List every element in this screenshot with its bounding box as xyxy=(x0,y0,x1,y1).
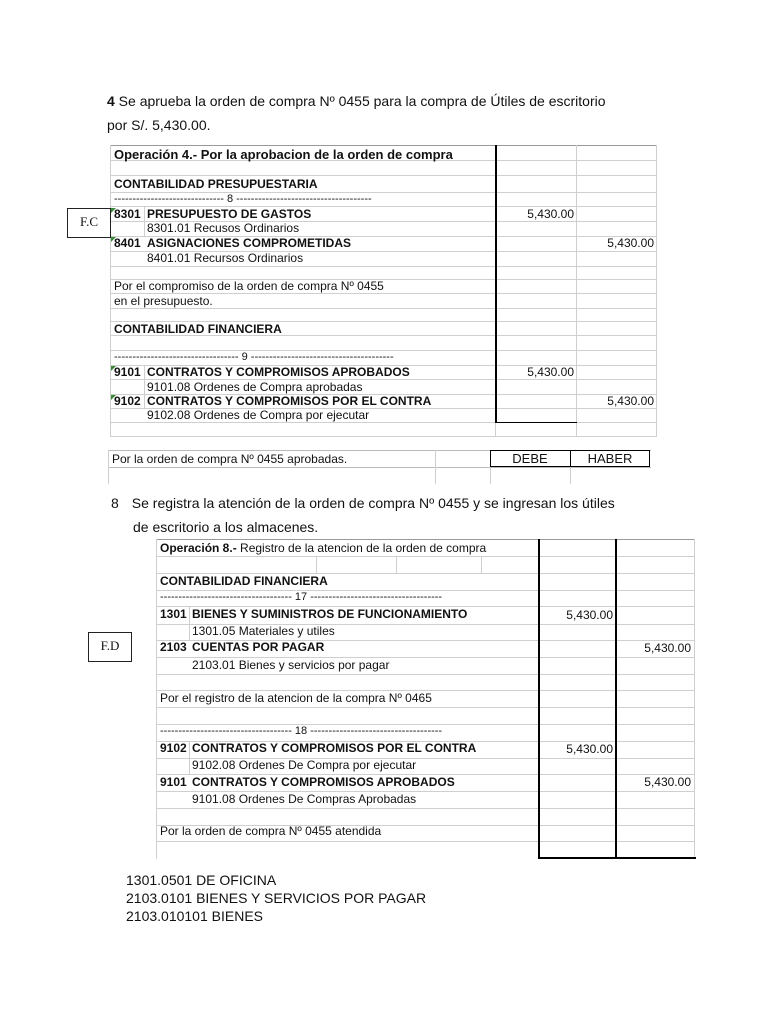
paragraph-line: por S/. 5,430.00. xyxy=(107,117,211,133)
subaccount: 8301.01 Recusos Ordinarios xyxy=(147,221,300,235)
subaccount: 2103.01 Bienes y servicios por pagar xyxy=(192,658,390,672)
credit-amount: 5,430.00 xyxy=(607,394,654,408)
account-name: BIENES Y SUMINISTROS DE FUNCIONAMIENTO xyxy=(192,607,468,621)
paragraph-line: de escritorio a los almacenes. xyxy=(133,519,319,535)
account-detail-line: 1301.0501 DE OFICINA xyxy=(126,872,277,888)
journal-sheet-operation-4 xyxy=(110,145,657,437)
subaccount: 9102.08 Ordenes de Compra por ejecutar xyxy=(147,408,370,422)
account-code: 1301 xyxy=(160,607,187,621)
subaccount: 8401.01 Recursos Ordinarios xyxy=(147,251,304,265)
subaccount: 1301.05 Materiales y utiles xyxy=(192,624,335,638)
subaccount: 9102.08 Ordenes De Compra por ejecutar xyxy=(192,758,417,772)
journal-sheet-operation-8 xyxy=(156,539,695,859)
account-code: 9102 xyxy=(114,394,141,408)
account-code: 9102 xyxy=(160,741,187,755)
subaccount: 9101.08 Ordenes De Compras Aprobadas xyxy=(192,792,417,806)
debit-amount: 5,430.00 xyxy=(566,742,613,756)
account-code: 9101 xyxy=(114,365,141,379)
account-code: 9101 xyxy=(160,775,187,789)
entry-separator: ------------------------------------ 18 ------------------------------------ xyxy=(160,725,443,737)
section-title: CONTABILIDAD FINANCIERA xyxy=(160,574,328,588)
operation-header-description: Registro de la atencion de la orden de compra xyxy=(236,541,487,555)
entry-separator: ------------------------------------ 17 ------------------------------------ xyxy=(160,591,443,603)
debit-amount: 5,430.00 xyxy=(527,365,574,379)
operation-header-label: Operación 8.- xyxy=(160,541,237,555)
credit-amount: 5,430.00 xyxy=(607,236,654,250)
footer-description: Por la orden de compra Nº 0455 aprobadas. xyxy=(112,452,348,466)
entry-separator: ------------------------------ 8 ------------------------------------- xyxy=(114,193,372,205)
paragraph-operation-8 xyxy=(111,491,671,539)
entry-separator: ---------------------------------- 9 --------------------------------------- xyxy=(114,351,394,363)
entry-footer-table xyxy=(108,450,651,484)
fd-label-box: F.D xyxy=(88,632,132,662)
entry-gloss: Por el registro de la atencion de la compra Nº 0465 xyxy=(160,691,432,705)
account-code: 2103 xyxy=(160,640,187,654)
debit-column-header: DEBE xyxy=(512,451,548,466)
account-name: CONTRATOS Y COMPROMISOS APROBADOS xyxy=(192,775,455,789)
debit-amount: 5,430.00 xyxy=(566,608,613,622)
paragraph-line: Se registra la atención de la orden de compra Nº 0455 y se ingresan los útiles xyxy=(131,495,615,511)
paragraph-operation-4 xyxy=(107,89,667,137)
entry-gloss: en el presupuesto. xyxy=(114,294,213,308)
account-code: 8301 xyxy=(114,207,141,221)
account-name: CONTRATOS Y COMPROMISOS POR EL CONTRA xyxy=(147,394,432,408)
entry-gloss: Por la orden de compra Nº 0455 atendida xyxy=(160,824,382,838)
credit-amount: 5,430.00 xyxy=(644,775,691,789)
section-title: CONTABILIDAD PRESUPUESTARIA xyxy=(114,177,318,191)
entry-gloss: Por el compromiso de la orden de compra Nº 0455 xyxy=(114,279,384,293)
account-detail-line: 2103.010101 BIENES xyxy=(126,908,263,924)
account-name: CONTRATOS Y COMPROMISOS POR EL CONTRA xyxy=(192,741,477,755)
account-name: PRESUPUESTO DE GASTOS xyxy=(147,207,312,221)
debit-amount: 5,430.00 xyxy=(527,207,574,221)
account-detail-line: 2103.0101 BIENES Y SERVICIOS POR PAGAR xyxy=(126,890,427,906)
subaccount: 9101.08 Ordenes de Compra aprobadas xyxy=(147,380,363,394)
account-name: ASIGNACIONES COMPROMETIDAS xyxy=(147,236,352,250)
account-name: CONTRATOS Y COMPROMISOS APROBADOS xyxy=(147,365,410,379)
fc-label-box: F.C xyxy=(67,208,111,238)
operation-number: 4 xyxy=(107,93,115,109)
credit-column-header: HABER xyxy=(587,451,633,466)
operation-header xyxy=(160,541,486,556)
credit-amount: 5,430.00 xyxy=(644,641,691,655)
operation-number: 8 xyxy=(111,495,119,511)
section-title: CONTABILIDAD FINANCIERA xyxy=(114,322,282,336)
operation-header: Operación 4.- Por la aprobacion de la orden de compra xyxy=(114,147,453,162)
account-code: 8401 xyxy=(114,236,141,250)
paragraph-line: Se aprueba la orden de compra Nº 0455 para la compra de Útiles de escritorio xyxy=(114,93,606,109)
account-name: CUENTAS POR PAGAR xyxy=(192,640,325,654)
